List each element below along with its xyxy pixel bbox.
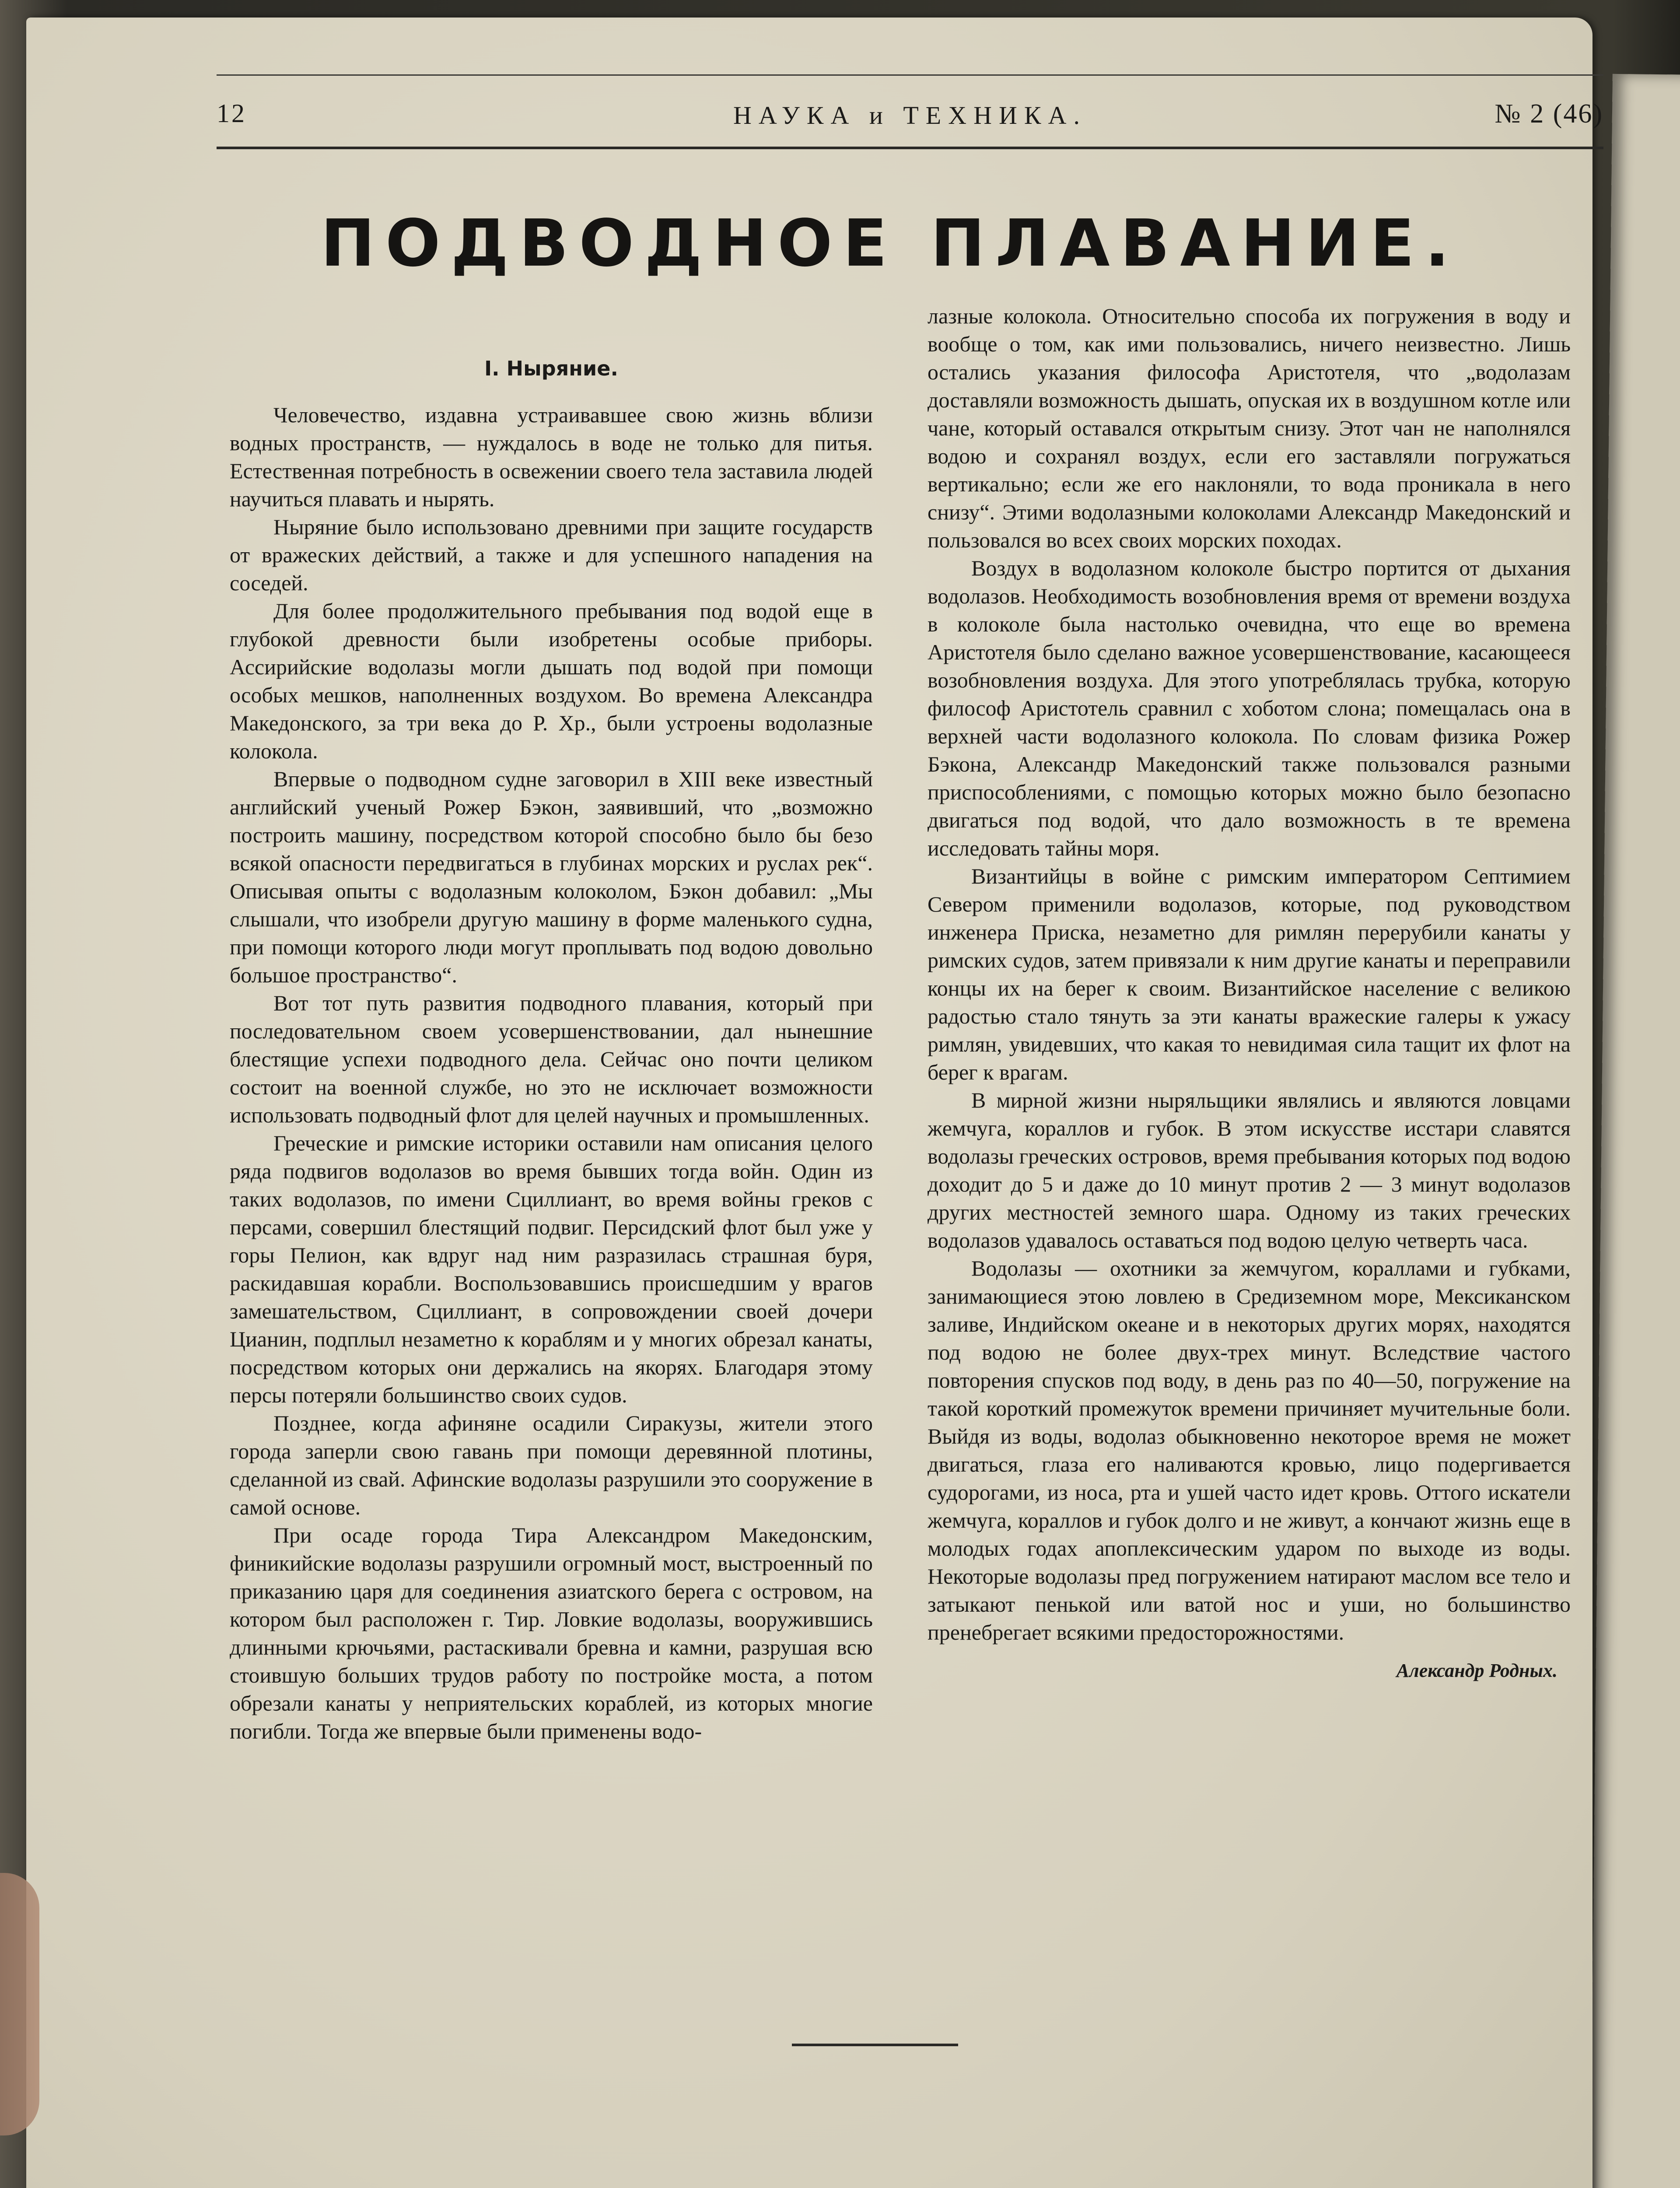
thumb xyxy=(0,1873,39,2135)
right-column xyxy=(928,302,1571,1685)
paragraph: Впервые о подводном судне заговорил в XIII веке известный английский ученый Рожер Бэкон, заявивший, что „возможно построить машину, посредством которой способно было бы безо всякой опасности передвигаться в глубинах морских и руслах рек“. Описывая опыты с водолазным колоколом, Бэкон добавил: „Мы слышали, что изобрели другую машину в форме маленького судна, при помощи которого люди могут проплывать под водою довольно большое пространство“. xyxy=(230,767,873,987)
article-title: ПОДВОДНОЕ ПЛАВАНИЕ. xyxy=(321,206,1460,281)
author-signature: Александр Родных. xyxy=(1396,1660,1558,1681)
paragraph: В мирной жизни ныряльщики являлись и являются ловцами жемчуга, кораллов и губок. В этом искусстве исстари славятся водолазы греческих островов, время пребывания которых под водою доходит до 5 и даже до 10 минут против 2 — 3 минут водолазов других местностей земного шара. Одному из таких греческих водолазов удавалось оставаться под водою целую четверть часа. xyxy=(928,1088,1571,1252)
page-number: 12 xyxy=(217,99,246,128)
issue-number: № 2 (46) xyxy=(1494,99,1603,129)
section-heading: I. Ныряние. xyxy=(484,357,618,380)
paragraph: Для более продолжительного пребывания под водой еще в глубокой древности были изобретены особые приборы. Ассирийские водолазы могли дышать под водой при помощи особых мешков, наполненных воздухом. Во времена Александра Македонского, за три века до Р. Хр., были устроены водолазные колокола. xyxy=(230,599,873,763)
paragraph: Греческие и римские историки оставили нам описания целого ряда подвигов водолазов во время бывших тогда войн. Один из таких водолазов, по имени Сциллиант, во время войны греков с персами, совершил блестящий подвиг. Персидский флот был уже у горы Пелион, как вдруг над ним разразилась страшная буря, раскидавшая корабли. Воспользовавшись происшедшим у врагов замешательством, Сциллиант, в сопровождении своей дочери Цианин, подплыл незаметно к кораблям и у многих обрезал канаты, посредством которых они держались на якорях. Благодаря этому персы потеряли большинство своих судов. xyxy=(230,1131,873,1407)
left-column xyxy=(230,302,873,1745)
article-end-rule xyxy=(792,2044,958,2046)
running-header xyxy=(217,57,1603,149)
paragraph: лазные колокола. Относительно способа их погружения в воду и вообще о том, как ими пользовались, ничего неизвестно. Лишь остались указания философа Аристотеля, что „водолазам доставляли возможность дышать, опуская их в воздушном котле или чане, который оставался открытым снизу. Этот чан не наполнялся водою и сохранял воздух, если его заставляли погружаться вертикально; если же его наклоняли, то вода проникала в него снизу“. Этими водолазными колоколами Александр Македонский и пользовался во всех своих морских походах. xyxy=(928,304,1571,552)
paragraph: Воздух в водолазном колоколе быстро портится от дыхания водолазов. Необходимость возобновления время от времени воздуха в колоколе была настолько очевидна, что еще во времена Аристотеля было сделано важное усовершенствование, касающееся возобновления воздуха. Для этого употреблялась трубка, которую философ Аристотель сравнил с хоботом слона; помещалась она в верхней части водолазного колокола. По словам физика Рожер Бэкона, Александр Македонский также пользовался разными приспособлениями, с помощью которых можно было безопасно двигаться под водой, что дало возможность в те времена исследовать тайны моря. xyxy=(928,556,1571,860)
magazine-page xyxy=(26,18,1603,2188)
journal-title: НАУКА и ТЕХНИКА. xyxy=(733,101,1087,130)
paragraph: Византийцы в войне с римским императором Септимием Севером применили водолазов, которые, под руководством инженера Приска, незаметно для римлян перерубили канаты у римских судов, затем привязали к ним другие канаты и переправили концы их на берег к своим. Византийское население с великою радостью стало тянуть за эти канаты вражеские галеры к ужасу римлян, увидевших, что какая то невидимая сила тащит их флот на берег к врагам. xyxy=(928,864,1571,1084)
page-content xyxy=(190,57,1603,2188)
paragraph: Ныряние было использовано древними при защите государств от вражеских действий, а также и для успешного нападения на соседей. xyxy=(230,515,873,595)
paragraph: Позднее, когда афиняне осадили Сиракузы, жители этого города заперли свою гавань при помощи деревянной плотины, сделанной из свай. Афинские водолазы разрушили это сооружение в самой основе. xyxy=(230,1411,873,1519)
paragraph: Вот тот путь развития подводного плавания, который при последовательном своем усовершенствовании, дал нынешние блестящие успехи подводного дела. Сейчас оно почти целиком состоит на военной службе, но это не исключает возможности использовать подводный флот для целей научных и промышленных. xyxy=(230,991,873,1127)
paragraph: При осаде города Тира Александром Македонским, финикийские водолазы разрушили огромный мост, выстроенный по приказанию царя для соединения азиатского берега с островом, на котором был расположен г. Тир. Ловкие водолазы, вооружившись длинными крючьями, растаскивали бревна и камни, разрушая всю стоившую больших трудов работу по постройке моста, а потом обрезали канаты у неприятельских кораблей, из которых многие погибли. Тогда же впервые были применены водо- xyxy=(230,1523,873,1743)
paragraph: Водолазы — охотники за жемчугом, кораллами и губками, занимающиеся этою ловлею в Средиземном море, Мексиканском заливе, Индийском океане и в некоторых других морях, находятся под водою не более двух-трех минут. Вследствие частого повторения спусков под воду, в день раз по 40—50, погружение на такой короткий промежуток времени причиняет мучительные боли. Выйдя из воды, водолаз обыкновенно некоторое время не может двигаться, глаза его наливаются кровью, лицо подергивается судорогами, из носа, рта и ушей часто идет кровь. Оттого искатели жемчуга, кораллов и губок долго и не живут, а кончают жизнь еще в молодых годах апоплексическим ударом по выходе из воды. Некоторые водолазы пред погружением натирают маслом все тело и затыкают пенькой или ватой нос и уши, но большинство пренебрегает всякими предосторожностями. xyxy=(928,1256,1571,1645)
paragraph: Человечество, издавна устраивавшее свою жизнь вблизи водных пространств, — нуждалось в воде не только для питья. Естественная потребность в освежении своего тела заставила людей научиться плавать и нырять. xyxy=(230,403,873,511)
